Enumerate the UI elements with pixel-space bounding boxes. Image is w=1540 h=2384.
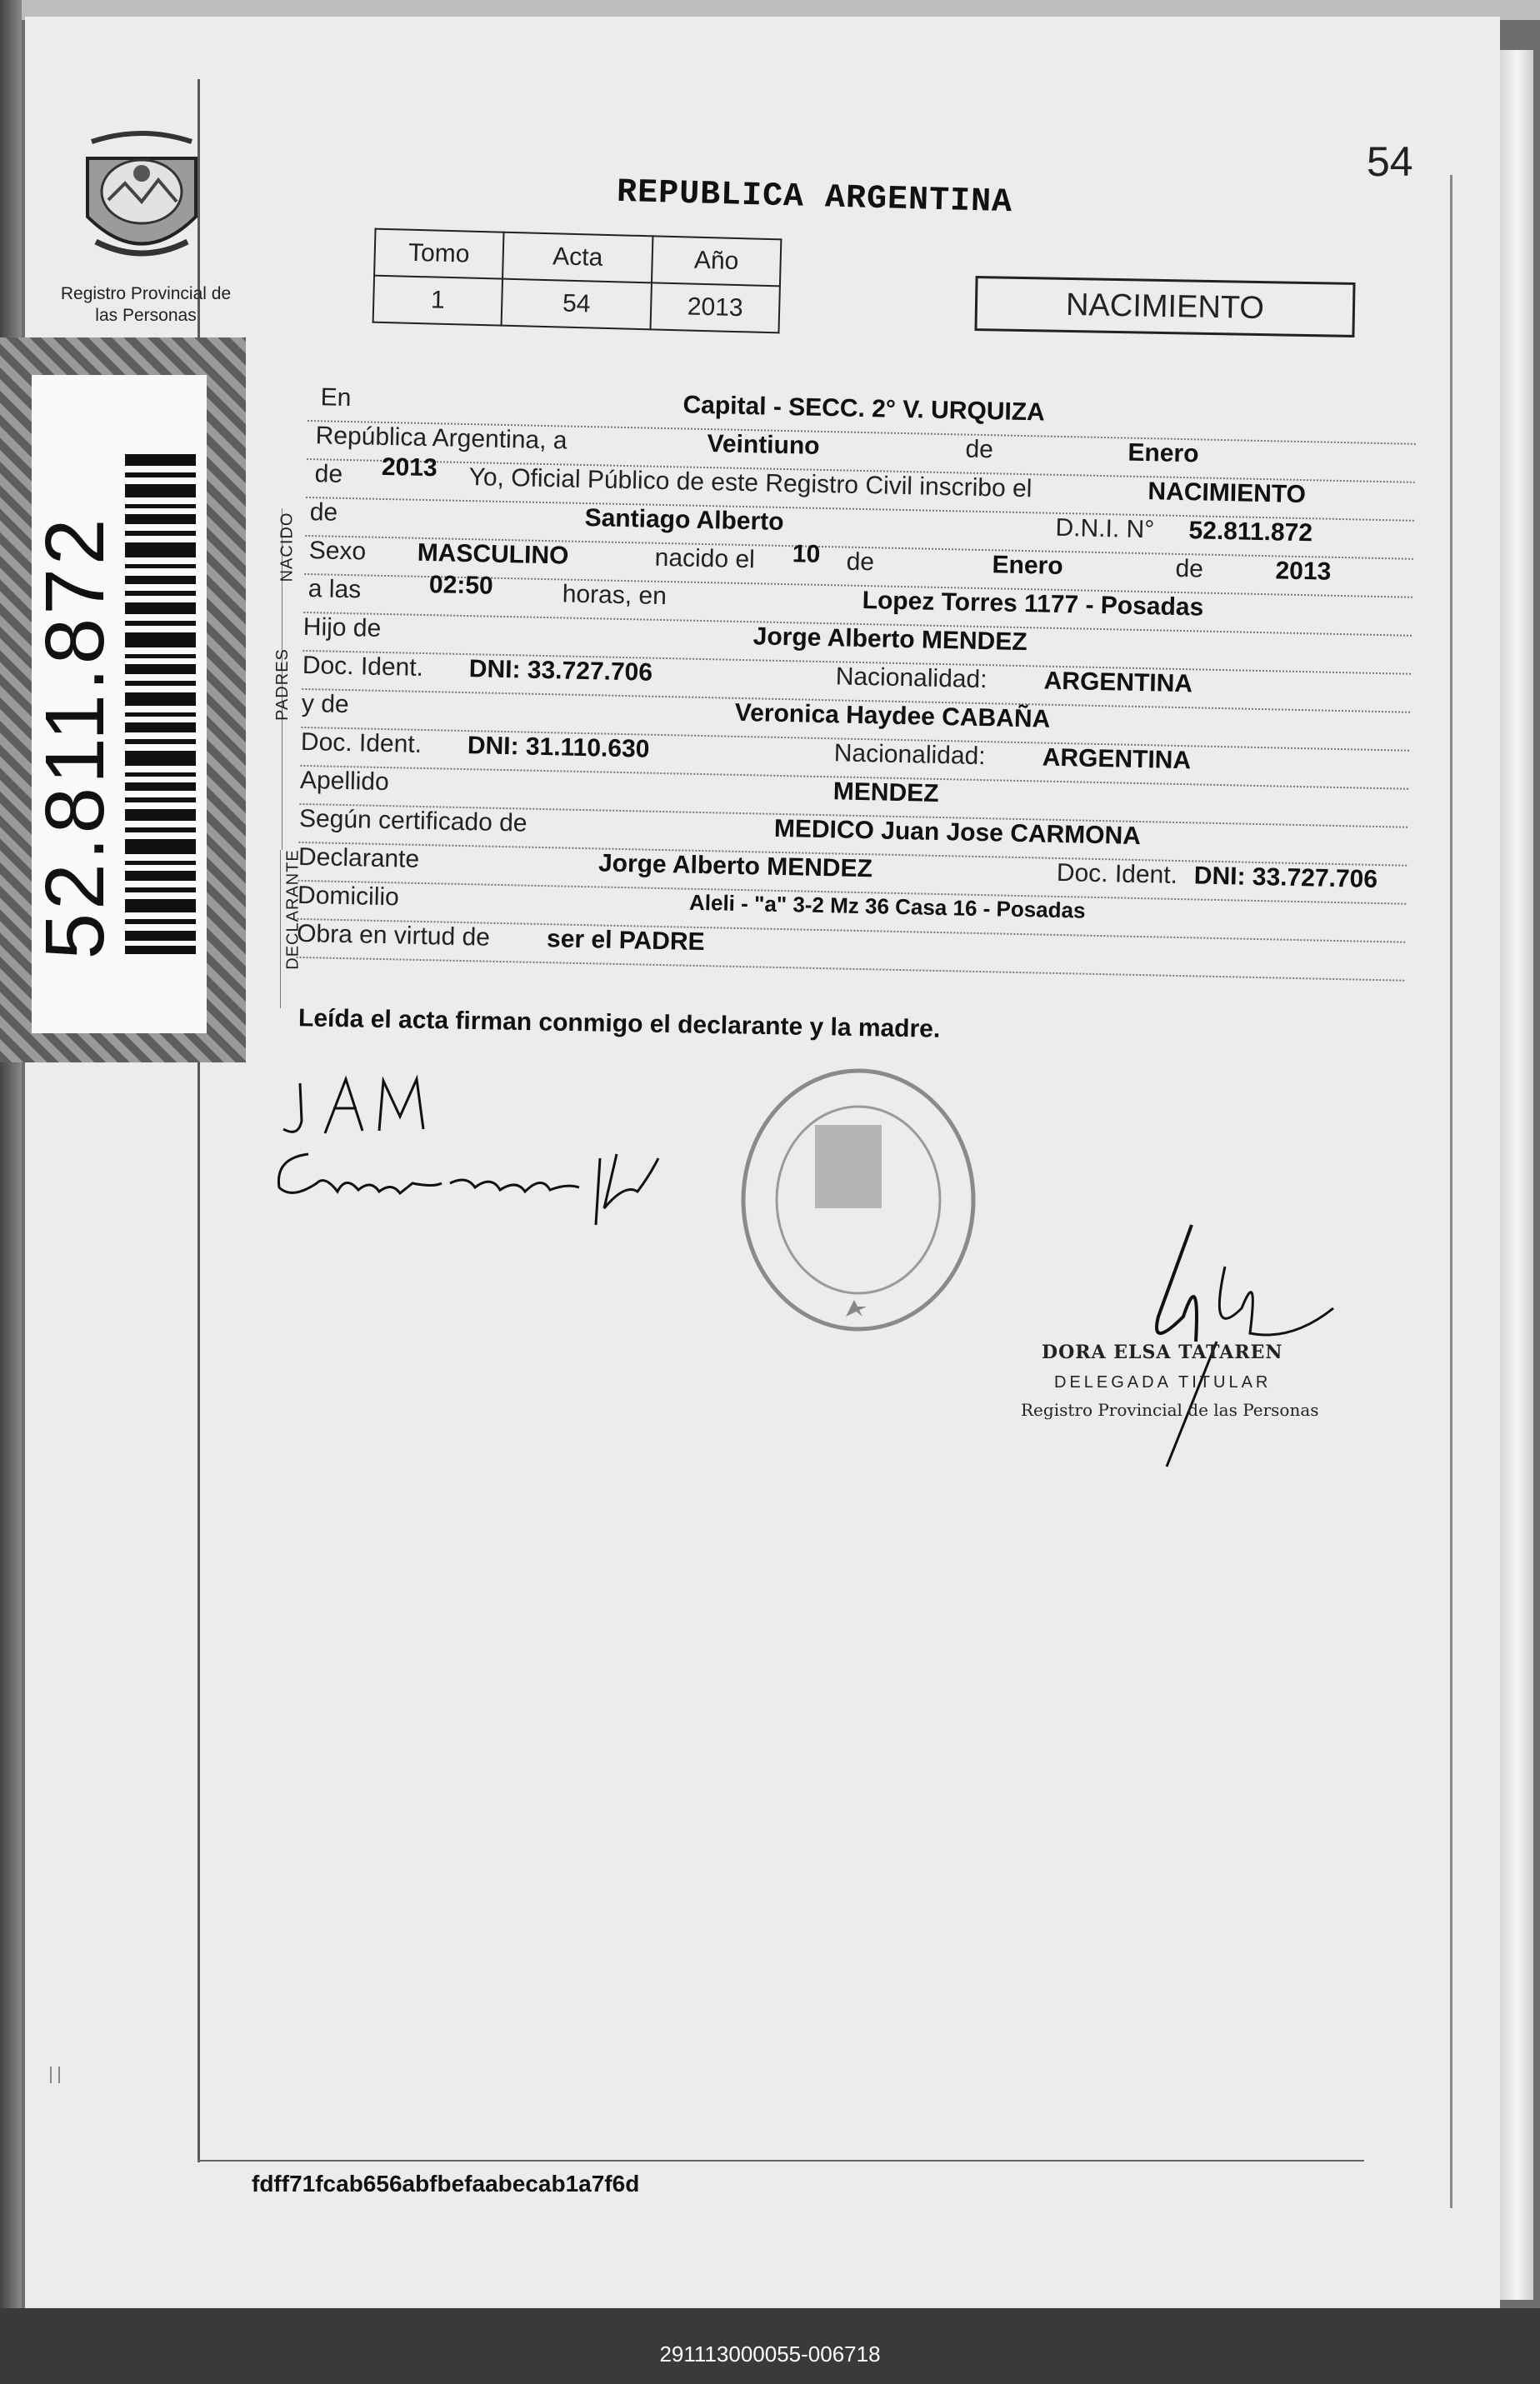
register-value-acta: 54: [502, 279, 652, 330]
value-address: Aleli - "a" 3-2 Mz 36 Casa 16 - Posadas: [688, 889, 1086, 923]
label-de-year: de: [314, 460, 343, 488]
label-certificado: Según certificado de: [298, 804, 528, 837]
value-sex: MASCULINO: [417, 538, 569, 570]
section-divider: [280, 850, 281, 1008]
label-nacido-el: nacido el: [654, 543, 756, 574]
record-fields: [297, 383, 1417, 982]
value-capacity: ser el PADRE: [546, 925, 705, 957]
logo-caption: Registro Provincial de las Personas: [60, 284, 232, 325]
label-de-month: de: [965, 435, 994, 464]
label-sexo: Sexo: [308, 537, 367, 566]
register-value-tomo: 1: [373, 276, 502, 326]
value-declarant-dni: DNI: 33.727.706: [1193, 862, 1378, 893]
value-mother-nationality: ARGENTINA: [1042, 743, 1192, 775]
label-hijo-de: Hijo de: [302, 612, 382, 642]
page-edges: [1500, 50, 1533, 2300]
value-place: Capital - SECC. 2° V. URQUIZA: [682, 391, 1046, 427]
declarant-initials-signature: [275, 1071, 458, 1146]
value-dni: 52.811.872: [1188, 517, 1313, 547]
label-apellido: Apellido: [299, 766, 390, 797]
value-mother-name: Veronica Haydee CABAÑA: [734, 698, 1051, 733]
label-oficial: Yo, Oficial Público de este Registro Civil inscribo el: [468, 463, 1032, 503]
barcode-icon: [125, 454, 196, 954]
label-republica: República Argentina, a: [315, 422, 568, 455]
label-y-de: y de: [301, 689, 349, 719]
official-organization: Registro Provincial de las Personas: [1021, 1400, 1319, 1420]
document-heading: REPUBLICA ARGENTINA: [616, 173, 1013, 222]
label-doc-ident-declarant: Doc. Ident.: [1056, 858, 1178, 889]
side-document-number: 52.811.872: [28, 515, 122, 960]
value-act-type: NACIMIENTO: [1148, 477, 1307, 509]
province-coat-of-arms-logo: [75, 125, 208, 275]
bottom-line: [198, 2160, 1364, 2162]
document-hash: fdff71fcab656abfbefaabecab1a7f6d: [252, 2171, 640, 2197]
value-year: 2013: [381, 452, 438, 482]
label-domicilio: Domicilio: [297, 881, 400, 912]
label-a-las: a las: [308, 575, 362, 604]
label-nacionalidad-mother: Nacionalidad:: [833, 739, 986, 771]
register-header-tomo: Tomo: [374, 229, 503, 279]
label-declarante: Declarante: [298, 842, 420, 873]
section-label-declarante: DECLARANTE: [283, 849, 302, 970]
official-name: DORA ELSA TATAREN: [1042, 1342, 1283, 1363]
value-birth-month: Enero: [992, 551, 1063, 581]
closing-statement: Leída el acta firman conmigo el declarante y la madre.: [298, 1004, 941, 1043]
value-father-name: Jorge Alberto MENDEZ: [752, 622, 1028, 657]
label-obra: Obra en virtud de: [296, 919, 491, 952]
register-value-row: [373, 276, 780, 333]
value-mother-dni: DNI: 31.110.630: [467, 732, 650, 763]
official-title: DELEGADA TITULAR: [1054, 1373, 1272, 1392]
official-seal-stamp: [725, 1050, 992, 1350]
value-birth-time: 02:50: [428, 571, 494, 600]
value-declarant-name: Jorge Alberto MENDEZ: [598, 849, 873, 883]
label-doc-ident-mother: Doc. Ident.: [300, 727, 422, 758]
label-doc-ident-father: Doc. Ident.: [302, 651, 424, 682]
right-margin-line: [1450, 175, 1452, 2208]
label-birth-de: de: [846, 547, 875, 577]
scan-identifier: 291113000055-006718: [659, 2342, 881, 2367]
value-birth-day: 10: [792, 540, 821, 568]
label-de-name: de: [309, 498, 338, 527]
value-child-name: Santiago Alberto: [584, 503, 784, 536]
value-day: Veintiuno: [707, 430, 820, 460]
section-label-padres: PADRES: [272, 648, 292, 721]
value-father-dni: DNI: 33.727.706: [468, 655, 653, 687]
label-nacionalidad-father: Nacionalidad:: [835, 662, 988, 694]
register-value-anio: 2013: [651, 282, 780, 332]
value-birth-place: Lopez Torres 1177 - Posadas: [862, 586, 1204, 622]
value-month: Enero: [1128, 438, 1199, 468]
page-number: 54: [1367, 138, 1413, 185]
register-header-anio: Año: [652, 236, 781, 286]
value-certificate: MEDICO Juan Jose CARMONA: [773, 814, 1142, 851]
value-birth-year: 2013: [1275, 557, 1332, 586]
label-birth-de2: de: [1175, 554, 1204, 583]
value-father-nationality: ARGENTINA: [1043, 667, 1193, 698]
register-table: [372, 228, 782, 334]
value-surname: MENDEZ: [832, 777, 939, 807]
label-dni: D.N.I. N°: [1055, 513, 1155, 544]
label-en: En: [320, 383, 352, 412]
margin-tick-mark: [50, 2067, 60, 2083]
section-label-nacido: NACIDO: [278, 512, 297, 582]
label-horas-en: horas, en: [562, 580, 668, 611]
document-type-box: NACIMIENTO: [974, 276, 1355, 337]
mother-signature: [267, 1142, 683, 1233]
register-header-acta: Acta: [502, 232, 652, 283]
